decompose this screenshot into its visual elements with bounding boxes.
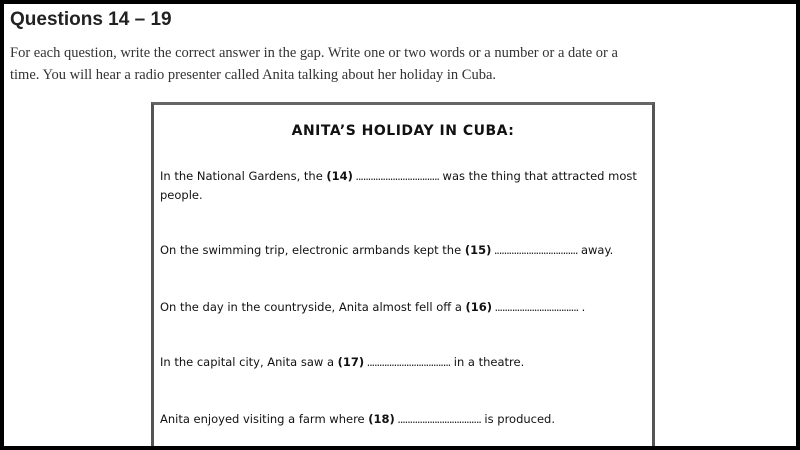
question-15-number: (15) <box>464 243 492 257</box>
instructions-text: For each question, write the correct answer in the gap. Write one or two words or a number or a date or a time. You will hear a radio presenter called Anita talking about her holiday in Cuba. <box>10 45 618 83</box>
question-17-text-after: in a theatre. <box>450 355 525 369</box>
question-16-number: (16) <box>465 300 493 314</box>
question-17-gap: .................................. <box>364 355 451 369</box>
question-14-text-before: In the National Gardens, the <box>160 169 327 183</box>
question-18-text-before: Anita enjoyed visiting a farm where <box>160 412 369 426</box>
question-15-gap: .................................. <box>491 243 578 257</box>
question-14 <box>160 167 644 205</box>
worksheet-image <box>151 102 655 450</box>
question-14-text-after: was the thing that attracted most people. <box>160 169 637 202</box>
question-16-text-before: On the day in the countryside, Anita almost fell off a <box>160 300 466 314</box>
question-14-number: (14) <box>326 169 353 183</box>
question-17 <box>160 353 644 372</box>
question-15-text-after: away. <box>577 243 614 257</box>
question-17-number: (17) <box>337 355 365 369</box>
question-15-text-before: On the swimming trip, electronic armbands kept the <box>160 243 465 257</box>
worksheet-title: ANITA’S HOLIDAY IN CUBA: <box>291 123 515 139</box>
question-16-text-after: . <box>578 300 586 314</box>
question-14-gap: .................................. <box>352 169 439 183</box>
question-16-gap: .................................. <box>492 300 579 314</box>
question-18-number: (18) <box>368 412 395 426</box>
page-heading: Questions 14 – 19 <box>10 9 172 30</box>
question-18 <box>160 410 644 429</box>
question-18-gap: .................................. <box>394 412 481 426</box>
question-18-text-after: is produced. <box>480 412 556 426</box>
question-16 <box>160 298 644 317</box>
question-15 <box>160 241 644 260</box>
question-17-text-before: In the capital city, Anita saw a <box>160 355 338 369</box>
